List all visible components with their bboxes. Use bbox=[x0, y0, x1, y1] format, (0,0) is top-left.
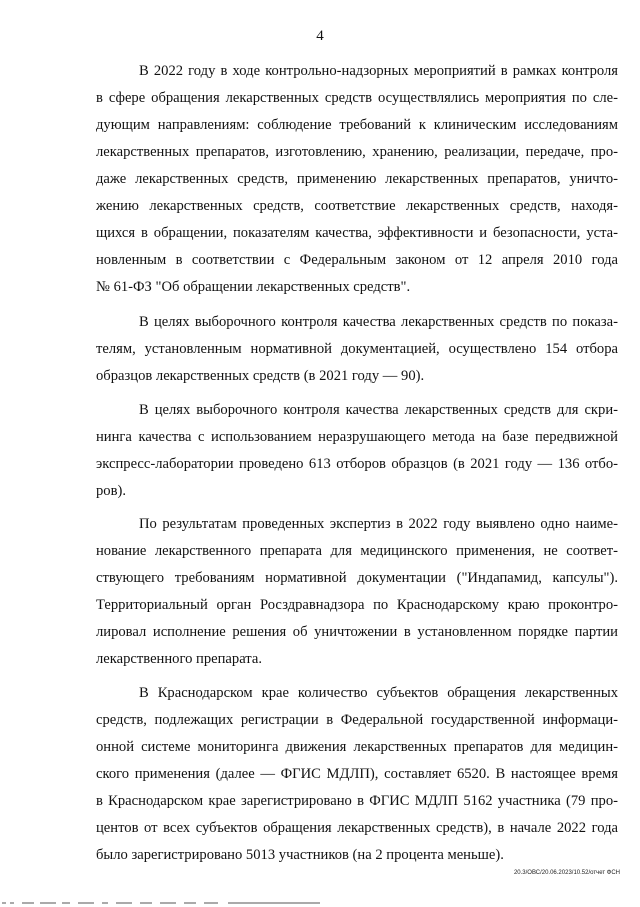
scan-artifact bbox=[0, 898, 340, 906]
text-line: телям, установленным нормативной документацией, осуществлено 154 отбора bbox=[96, 341, 618, 357]
text-line: жению лекарственных средств, соответствие лекарственных средств, находя- bbox=[96, 198, 618, 214]
text-line: дующим направлениям: соблюдение требований к клиническим исследованиям bbox=[96, 117, 618, 133]
page-number: 4 bbox=[316, 28, 324, 44]
text-line: нование лекарственного препарата для медицинского применения, не соответ- bbox=[96, 543, 618, 559]
text-line: лекарственных препаратов, изготовлению, хранению, реализации, передаче, про- bbox=[96, 144, 618, 160]
text-line: В 2022 году в ходе контрольно-надзорных мероприятий в рамках контроля bbox=[139, 63, 618, 79]
document-registration-code: 20.3/ОВС/20.06.2023/10.52/отчет ФСН bbox=[513, 870, 620, 876]
text-line: В целях выборочного контроля качества лекарственных средств для скри- bbox=[139, 402, 618, 418]
text-line: щихся в обращении, показателям качества, эффективности и безопасности, уста- bbox=[96, 225, 618, 241]
text-line: экспресс-лаборатории проведено 613 отборов образцов (в 2021 году — 136 отбо- bbox=[96, 456, 618, 472]
text-line: онной системе мониторинга движения лекарственных препаратов для медицин- bbox=[96, 739, 618, 755]
text-line: даже лекарственных средств, применению лекарственных препаратов, уничто- bbox=[96, 171, 618, 187]
text-line: ского применения (далее — ФГИС МДЛП), составляет 6520. В настоящее время bbox=[96, 766, 618, 782]
text-line: новленным в соответствии с Федеральным законом от 12 апреля 2010 года bbox=[96, 252, 618, 268]
text-line: ствующего требованиям нормативной документации ("Индапамид, капсулы"). bbox=[96, 570, 618, 586]
text-line: № 61-ФЗ "Об обращении лекарственных средств". bbox=[96, 279, 411, 295]
text-line: В целях выборочного контроля качества лекарственных средств по показа- bbox=[139, 314, 618, 330]
text-line: нинга качества с использованием неразрушающего метода на базе передвижной bbox=[96, 429, 618, 445]
text-line: в сфере обращения лекарственных средств осуществлялись мероприятия по сле- bbox=[96, 90, 618, 106]
text-line: средств, подлежащих регистрации в Федеральной государственной информаци- bbox=[96, 712, 618, 728]
text-line: в Краснодарском крае зарегистрировано в ФГИС МДЛП 5162 участника (79 про- bbox=[96, 793, 618, 809]
text-line: лировал исполнение решения об уничтожении в установленном порядке партии bbox=[96, 624, 618, 640]
text-line: лекарственного препарата. bbox=[96, 651, 262, 667]
text-line: центов от всех субъектов обращения лекарственных средств), в начале 2022 года bbox=[96, 820, 618, 836]
text-line: ров). bbox=[96, 483, 126, 499]
text-line: образцов лекарственных средств (в 2021 году — 90). bbox=[96, 368, 425, 384]
text-line: В Краснодарском крае количество субъектов обращения лекарственных bbox=[139, 685, 618, 701]
text-line: было зарегистрировано 5013 участников (на 2 процента меньше). bbox=[96, 847, 504, 863]
text-line: Территориальный орган Росздравнадзора по Краснодарскому краю проконтро- bbox=[96, 597, 618, 613]
text-line: По результатам проведенных экспертиз в 2022 году выявлено одно наиме- bbox=[139, 516, 618, 532]
